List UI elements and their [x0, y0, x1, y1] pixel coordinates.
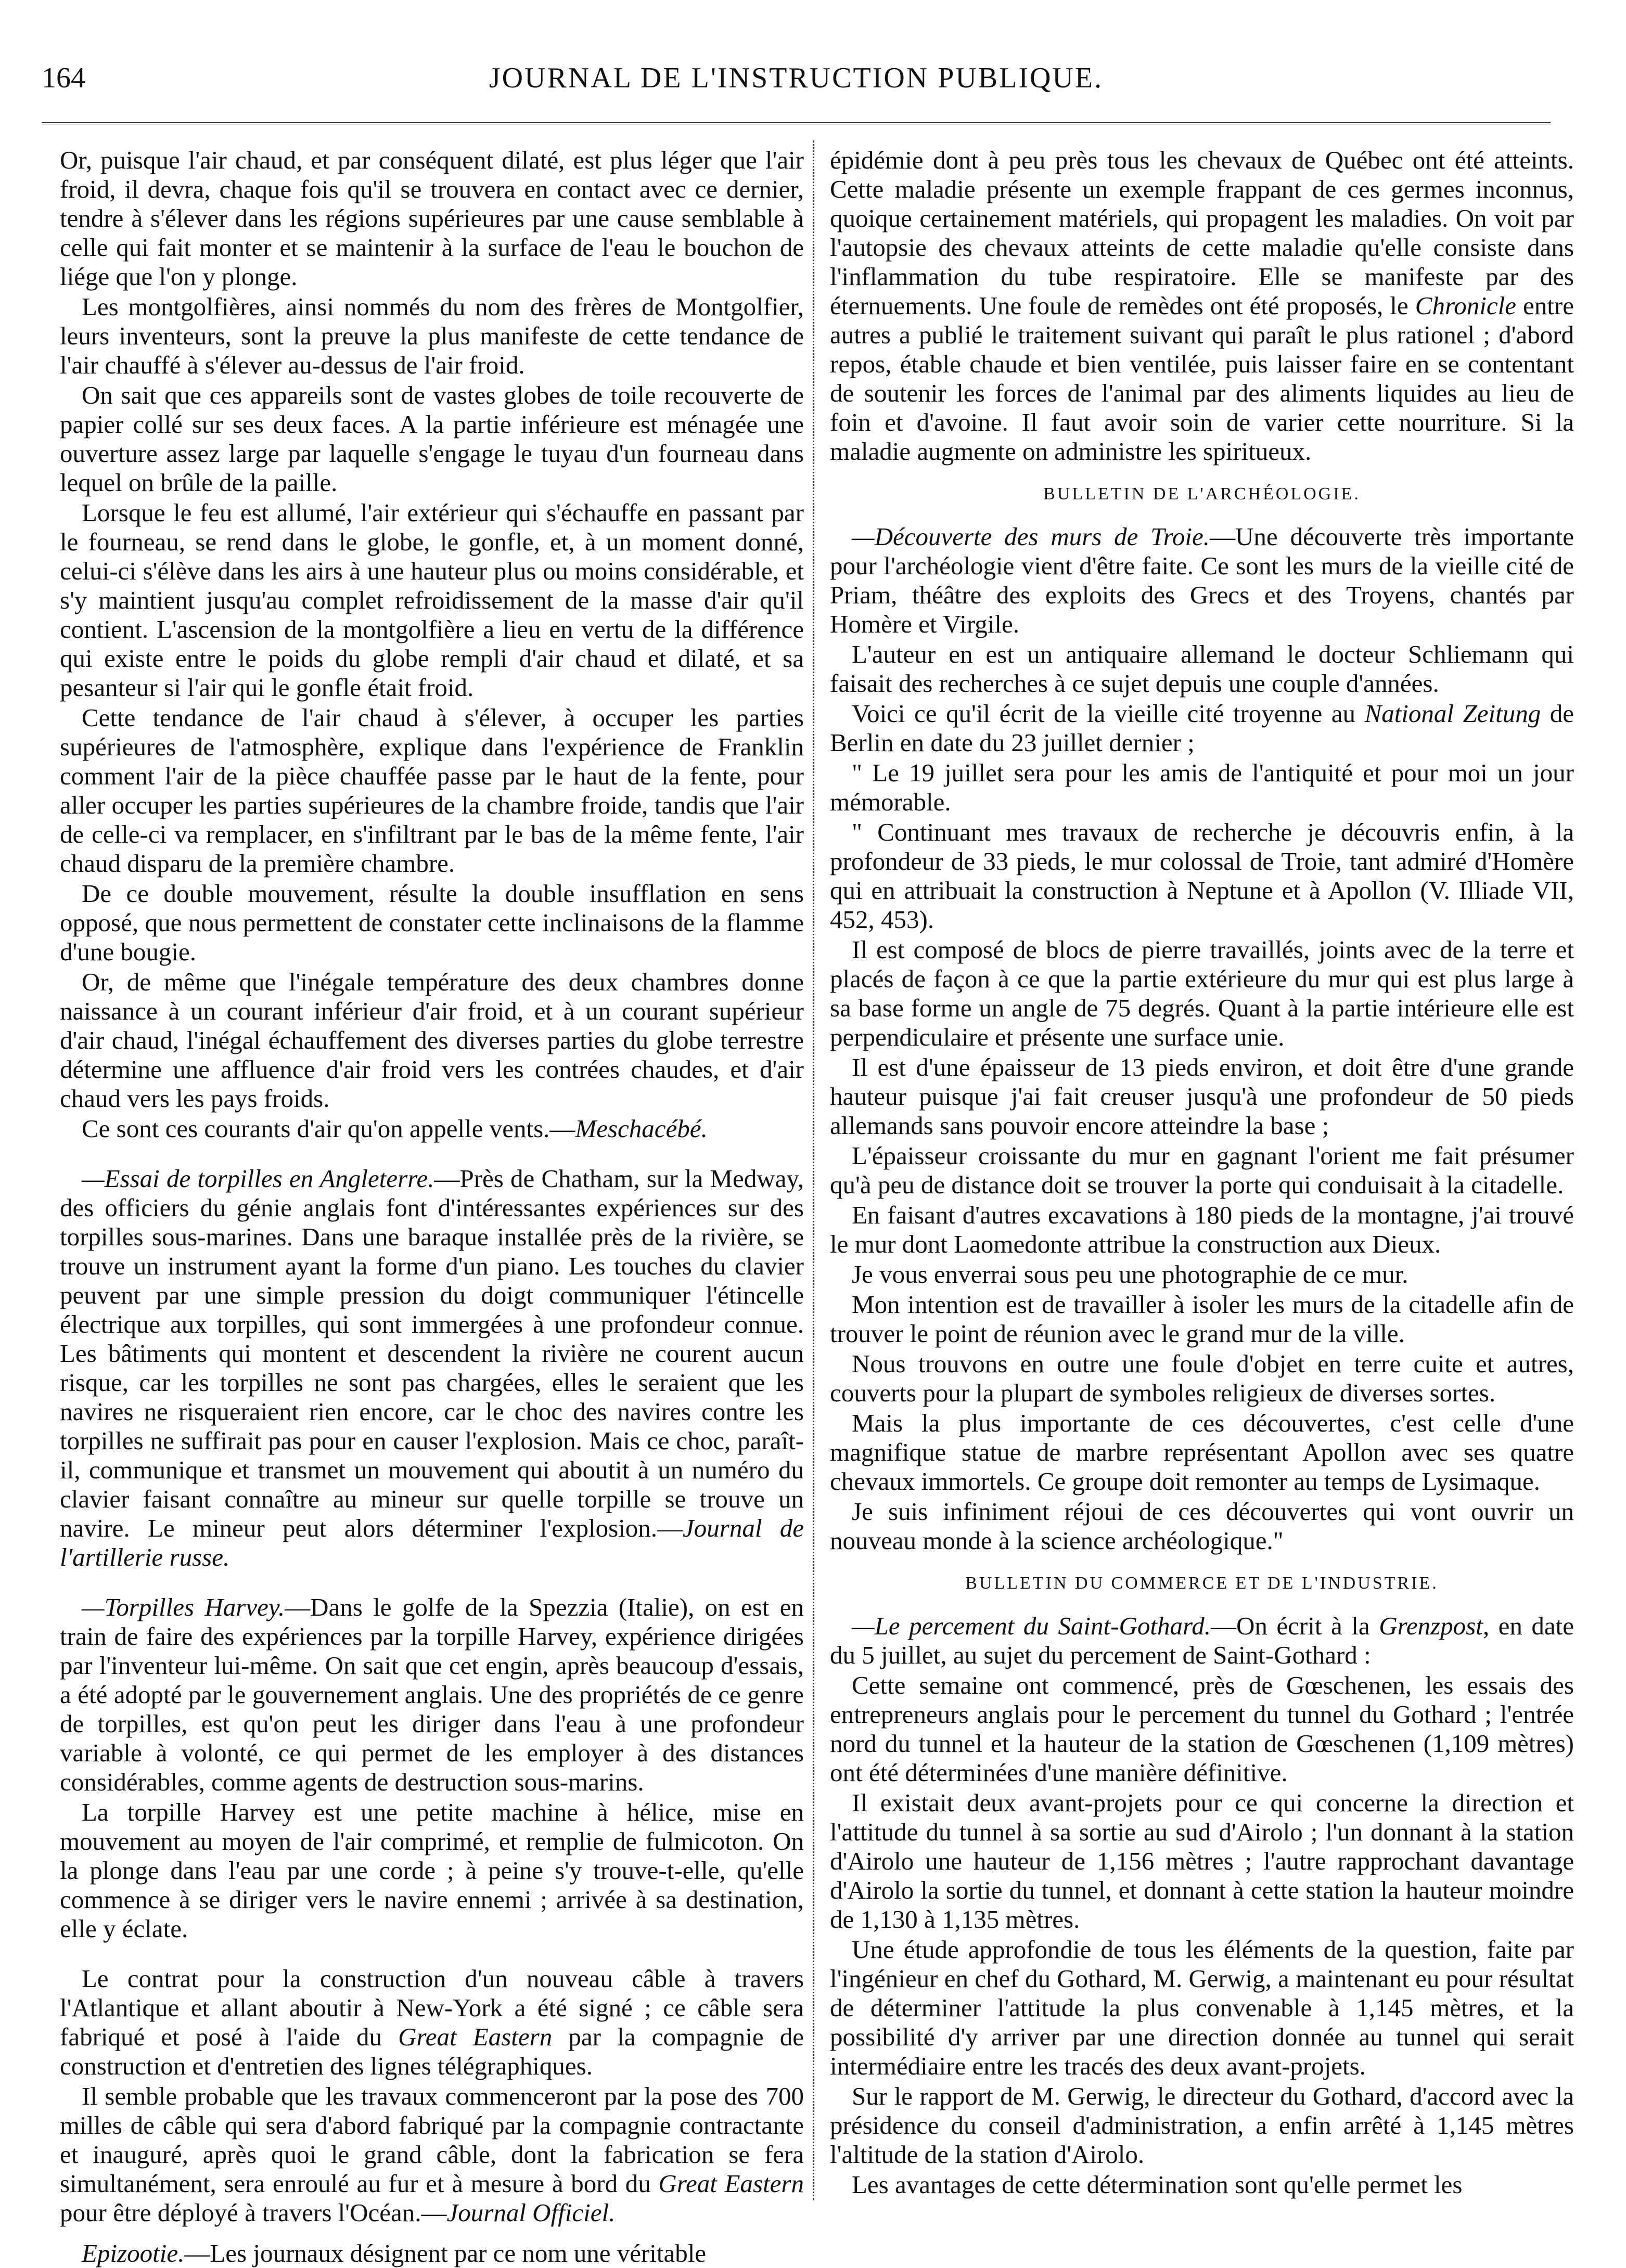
paragraph: Nous trouvons en outre une foule d'objet en terre cuite et autres, couverts pour la plupart de symboles religieux de diverses sortes.: [830, 1349, 1574, 1407]
paragraph: En faisant d'autres excavations à 180 pieds de la montagne, j'ai trouvé le mur dont Laomedonte attribue la construction aux Dieux.: [830, 1201, 1574, 1258]
article-lead: —Le percement du Saint-Gothard.: [852, 1612, 1211, 1640]
article-lead: —Découverte des murs de Troie.: [852, 522, 1210, 551]
article-cable: [60, 1964, 804, 2081]
ship-name: Great Eastern: [658, 2169, 804, 2198]
source-citation: Journal Officiel.: [446, 2198, 616, 2227]
paragraph: Je suis infiniment réjoui de ces découvertes qui vont ouvrir un nouveau monde à la science archéologique.": [830, 1497, 1574, 1555]
paragraph: L'épaisseur croissante du mur en gagnant l'orient me fait présumer qu'à peu de distance doit se trouver la porte qui conduisait à la citadelle.: [830, 1141, 1574, 1199]
paragraph: Mon intention est de travailler à isoler les murs de la citadelle afin de trouver le point de réunion avec le grand mur de la ville.: [830, 1290, 1574, 1348]
article-lead: Epizootie.: [82, 2239, 185, 2267]
paragraph: Lorsque le feu est allumé, l'air extérieur qui s'échauffe en passant par le fourneau, se rend dans le globe, le gonfle, et, à un moment donné, celui-ci s'élève dans les airs à une hauteur plus ou moins considérable, et s'y maintient jusqu'au complet refroidissement de la masse d'air qu'il contient. L'ascension de la montgolfière a lieu en vertu de la différence qui existe entre le poids du globe rempli d'air chaud et dilaté, et sa pesanteur si l'air qui le gonfle était froid.: [60, 498, 804, 702]
right-column: [830, 146, 1574, 2216]
paragraph: Or, de même que l'inégale température des deux chambres donne naissance à un courant inférieur d'air froid, et à un courant supérieur d'air chaud, l'inégal échauffement des diverses parties du globe terrestre détermine une affluence d'air froid vers les contrées chaudes, et d'air chaud vers les pays froids.: [60, 968, 804, 1113]
newspaper-name: National Zeitung: [1364, 699, 1541, 728]
paragraph: " Continuant mes travaux de recherche je découvris enfin, à la profondeur de 33 pieds, le mur colossal de Troie, tant admiré d'Homère qui en attribuait la construction à Neptune et à Apollon (V. Illiade VII, 452, 453).: [830, 818, 1574, 934]
source-citation: Journal de l'artillerie russe.: [60, 1514, 804, 1571]
section-heading-archeologie: BULLETIN DE L'ARCHÉOLOGIE.: [1043, 484, 1361, 504]
paragraph: Il est composé de blocs de pierre travaillés, joints avec de la terre et placés de façon à ce que la partie extérieure du mur qui est plus large à sa base forme un angle de 75 degrés. Quant à la partie intérieure elle est perpendiculaire et présente une surface unie.: [830, 935, 1574, 1051]
column-divider: [813, 140, 814, 2200]
article-lead: —Torpilles Harvey.: [82, 1593, 285, 1621]
text-run: —Dans le golfe de la Spezzia (Italie), on est en train de faire des expériences par la torpille Harvey, expérience dirigées par l'inventeur lui-même. On sait que cet engin, après beaucoup d'essais, a été adopté par le gouvernement anglais. Une des propriétés de ce genre de torpilles, est qu'on peut les diriger dans l'eau à une profondeur variable à volonté, ce qui permet de les employer à des distances considérables, comme agents de destruction sous-marins.: [60, 1593, 804, 1796]
article-torpilles-angleterre: [60, 1164, 804, 1572]
left-column: [60, 146, 804, 2267]
spacer: [60, 2227, 804, 2239]
paragraph: Cette semaine ont commencé, près de Gœschenen, les essais des entrepreneurs anglais pour le percement du tunnel du Gothard ; l'entrée nord du tunnel et la hauteur de la station de Gœschenen (1,109 mètres) ont été déterminées d'une manière définitive.: [830, 1671, 1574, 1787]
page-header: [42, 61, 1551, 108]
text-run: Ce sont ces courants d'air qu'on appelle vents.—: [82, 1114, 575, 1143]
ship-name: Great Eastern: [398, 2022, 553, 2051]
article-saint-gothard: [830, 1612, 1574, 1670]
paragraph: " Le 19 juillet sera pour les amis de l'antiquité et pour moi un jour mémorable.: [830, 758, 1574, 816]
text-run: —On écrit à la: [1210, 1612, 1379, 1640]
text-run: —Les journaux désignent par ce nom une véritable: [184, 2239, 707, 2267]
paragraph: La torpille Harvey est une petite machine à hélice, mise en mouvement au moyen de l'air comprimé, et remplie de fulmicoton. On la plonge dans l'eau par une corde ; à peine s'y trouve-t-elle, qu'elle commence à se diriger vers le navire ennemi ; arrivée à sa destination, elle y éclate.: [60, 1798, 804, 1943]
running-title: JOURNAL DE L'INSTRUCTION PUBLIQUE.: [489, 62, 1104, 94]
text-run: Le contrat pour la construction d'un nouveau câble à travers l'Atlantique et allant aboutir à New-York a été signé ; ce câble sera fabriqué et posé à l'aide du: [60, 1964, 804, 2051]
text-run: , en date du 5 juillet, au sujet du percement de Saint-Gothard :: [830, 1612, 1574, 1669]
spacer: [60, 1943, 804, 1964]
paragraph: Sur le rapport de M. Gerwig, le directeur du Gothard, d'accord avec la présidence du conseil d'administration, a enfin arrêté à 1,145 mètres l'altitude de la station d'Airolo.: [830, 2082, 1574, 2169]
article-lead: —Essai de torpilles en Angleterre.: [82, 1164, 434, 1193]
paragraph: Or, puisque l'air chaud, et par conséquent dilaté, est plus léger que l'air froid, il devra, chaque fois qu'il se trouvera en contact avec ce dernier, tendre à s'élever dans les régions supérieures par une cause semblable à celle qui fait monter et se maintenir à la surface de l'eau le bouchon de liége que l'on y plonge.: [60, 146, 804, 291]
spacer: [60, 1143, 804, 1164]
text-run: entre autres a publié le traitement suivant qui paraît le plus rationel ; d'abord repos, étable chaude et bien ventilée, puis laisser faire en se contentant de soutenir les forces de l'animal par des aliments liquides au lieu de foin et d'avoine. Il faut avoir soin de varier cette nourriture. Si la maladie augmente on administre les spiritueux.: [830, 291, 1574, 466]
paragraph: L'auteur en est un antiquaire allemand le docteur Schliemann qui faisait des recherches à ce sujet depuis une couple d'années.: [830, 640, 1574, 698]
paragraph: On sait que ces appareils sont de vastes globes de toile recouverte de papier collé sur ses deux faces. A la partie inférieure est ménagée une ouverture assez large par laquelle s'engage le tuyau d'un fourneau dans lequel on brûle de la paille.: [60, 381, 804, 497]
text-run: de Berlin en date du 23 juillet dernier ;: [830, 699, 1574, 757]
text-run: Voici ce qu'il écrit de la vieille cité troyenne au: [852, 699, 1365, 728]
article-epizootie: [60, 2239, 804, 2268]
paragraph: Les avantages de cette détermination sont qu'elle permet les: [852, 2170, 1463, 2199]
paragraph: [830, 146, 1574, 466]
paragraph: Les montgolfières, ainsi nommés du nom des frères de Montgolfier, leurs inventeurs, sont la preuve la plus manifeste de cette tendance de l'air chauffé à s'élever au-dessus de l'air froid.: [60, 292, 804, 379]
newspaper-name: Grenzpost: [1379, 1612, 1483, 1640]
source-citation: Meschacébé.: [575, 1114, 708, 1143]
text-run: pour être déployé à travers l'Océan.—: [60, 2198, 447, 2227]
paragraph: Il est d'une épaisseur de 13 pieds environ, et doit être d'une grande hauteur puisque j'ai fait creuser jusqu'à une profondeur de 50 pieds allemands sans pouvoir encore atteindre la base ;: [830, 1053, 1574, 1140]
paragraph: [60, 2082, 804, 2227]
text-run: par la compagnie de construction et d'entretien des lignes télégraphiques.: [60, 2022, 804, 2080]
spacer: [60, 1572, 804, 1593]
paragraph: [830, 699, 1574, 757]
paragraph: Cette tendance de l'air chaud à s'élever, à occuper les parties supérieures de l'atmosphère, explique dans l'expérience de Franklin comment l'air de la pièce chauffée passe par le haut de la fente, pour aller occuper les parties supérieures de la chambre froide, tandis que l'air de celle-ci va remplacer, en s'infiltrant par le bas de la même fente, l'air chaud disparu de la première chambre.: [60, 703, 804, 878]
article-murs-de-troie: [830, 522, 1574, 639]
paragraph: Une étude approfondie de tous les éléments de la question, faite par l'ingénieur en chef du Gothard, M. Gerwig, a maintenant eu pour résultat de déterminer l'attitude la plus convenable à 1,145 mètres, et la possibilité d'y arriver par une direction donnée au tunnel qui serait intermédiaire entre les tracés des deux avant-projets.: [830, 1935, 1574, 2080]
newspaper-name: Chronicle: [1415, 291, 1516, 320]
paragraph: Je vous enverrai sous peu une photographie de ce mur.: [852, 1260, 1409, 1288]
page-number: 164: [42, 62, 85, 94]
article-torpilles-harvey: [60, 1593, 804, 1797]
text-run: —Une découverte très importante pour l'archéologie vient d'être faite. Ce sont les murs de la vieille cité de Priam, théâtre des exploits des Grecs et des Troyens, chantés par Homère et Virgile.: [830, 522, 1574, 638]
text-run: —Près de Chatham, sur la Medway, des officiers du génie anglais font d'intéressantes expériences sur des torpilles sous-marines. Dans une baraque installée près de la rivière, se trouve un instrument ayant la forme d'un piano. Les touches du clavier peuvent par une simple pression du doigt communiquer l'étincelle électrique aux torpilles, qui sont immergées à une profondeur connue. Les bâtiments qui montent et descendent la rivière ne courent aucun risque, car les torpilles ne sont pas chargées, elles le seraient que les navires ne risqueraient rien encore, car le choc des navires contre les torpilles ne suffirait pas pour en causer l'explosion. Mais ce choc, paraît-il, communique et transmet un mouvement qui aboutit à un numéro du clavier faisant connaître au mineur sur quelle torpille se trouve un navire. Le mineur peut alors déterminer l'explosion.—: [60, 1164, 804, 1542]
text-run: Il semble probable que les travaux commenceront par la pose des 700 milles de câble qui sera d'abord fabriqué par la compagnie contractante et inauguré, après quoi le grand câble, dont la fabrication se fera simultanément, sera enroulé au fur et à mesure à bord du: [60, 2082, 804, 2198]
paragraph: [60, 1114, 804, 1143]
section-heading-commerce: BULLETIN DU COMMERCE ET DE L'INDUSTRIE.: [965, 1574, 1439, 1593]
header-rule: [42, 122, 1551, 124]
paragraph: Mais la plus importante de ces découvertes, c'est celle d'une magnifique statue de marbre représentant Apollon avec ses quatre chevaux immortels. Ce groupe doit remonter au temps de Lysimaque.: [830, 1409, 1574, 1496]
paragraph: De ce double mouvement, résulte la double insufflation en sens opposé, que nous permettent de constater cette inclinaisons de la flamme d'une bougie.: [60, 879, 804, 966]
paragraph: Il existait deux avant-projets pour ce qui concerne la direction et l'attitude du tunnel à sa sortie au sud d'Airolo ; l'un donnant à la station d'Airolo une hauteur de 1,156 mètres ; l'autre rapprochant davantage d'Airolo la sortie du tunnel, et donnant à cette station la hauteur moindre de 1,130 à 1,135 mètres.: [830, 1788, 1574, 1934]
text-run: épidémie dont à peu près tous les chevaux de Québec ont été atteints. Cette maladie présente un exemple frappant de ces germes inconnus, quoique certainement matériels, qui propagent les maladies. On voit par l'autopsie des chevaux atteints de cette maladie qu'elle consiste dans l'inflammation du tube respiratoire. Elle se manifeste par des éternuements. Une foule de remèdes ont été proposés, le: [830, 146, 1574, 320]
